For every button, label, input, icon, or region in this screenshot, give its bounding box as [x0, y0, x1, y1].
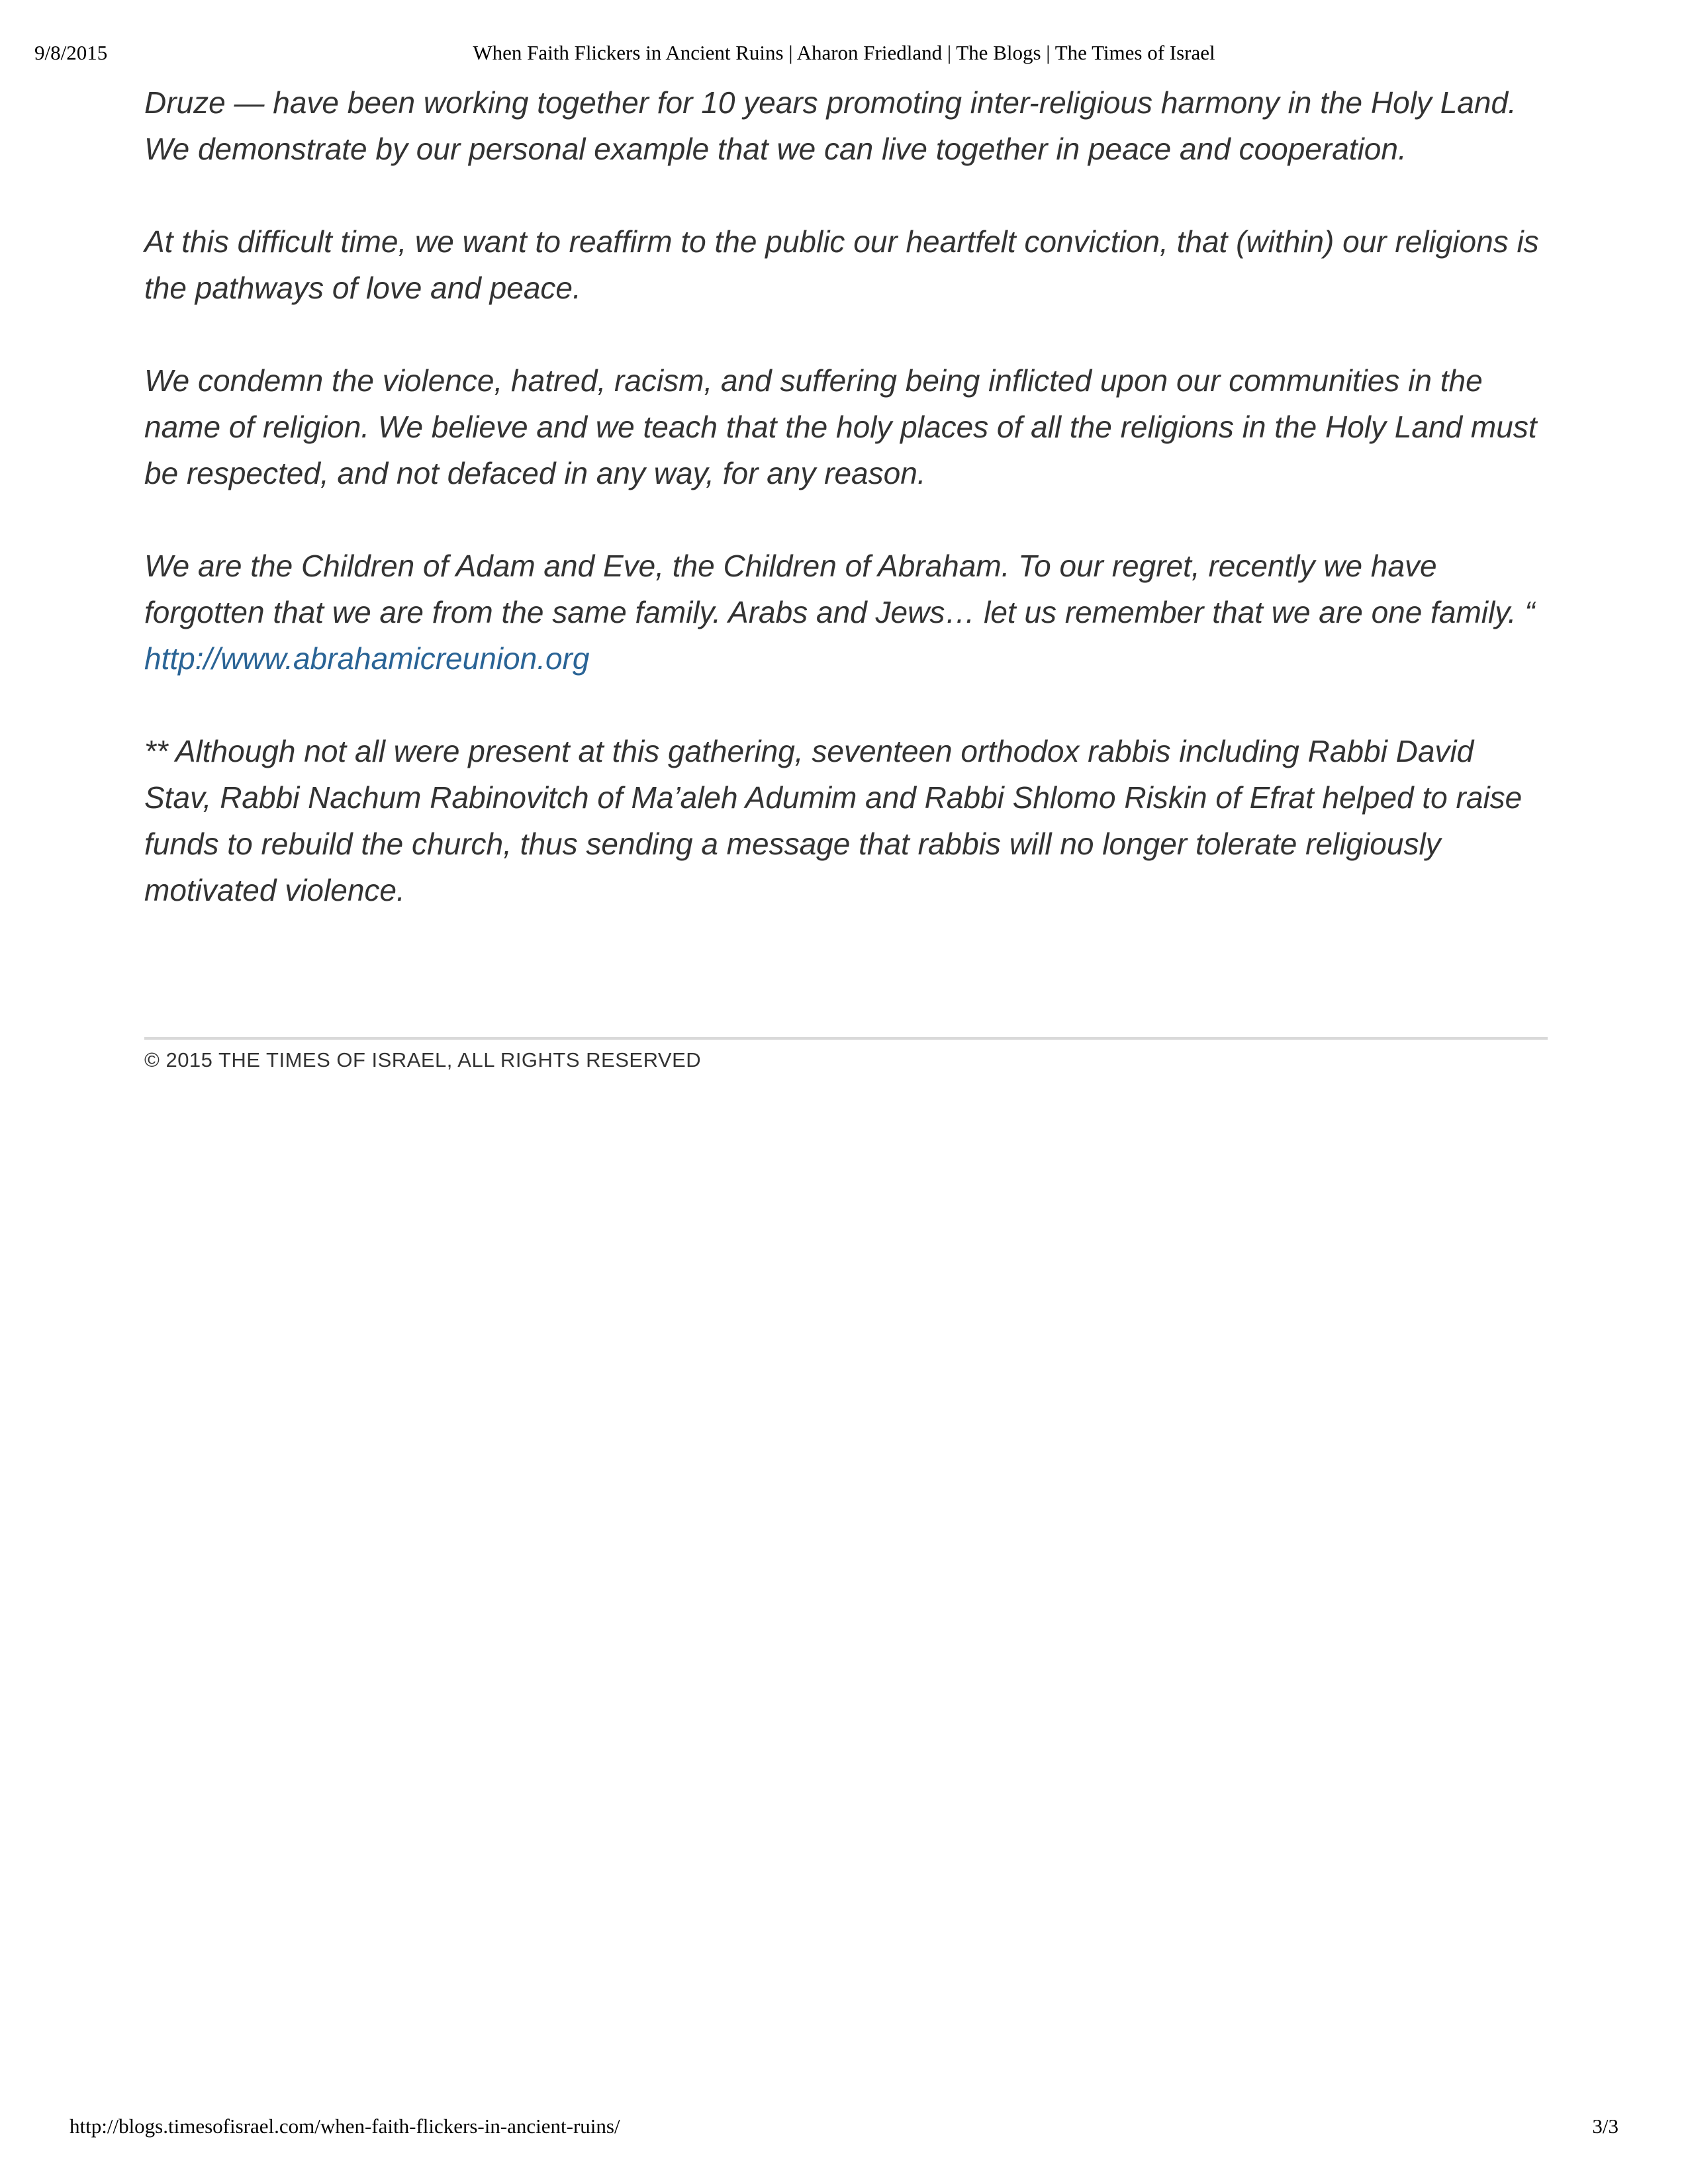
- print-date: 9/8/2015: [34, 41, 108, 64]
- paragraph-1: Druze — have been working together for 10 years promoting inter-religious harmony in the Holy Land. We demonstrate by our personal example that we can live together in peace and cooperation.: [144, 85, 1517, 166]
- page-number: 3/3: [1592, 2115, 1618, 2138]
- paragraph-3: We condemn the violence, hatred, racism, and suffering being inflicted upon our communities in the name of religion. We believe and we teach that the holy places of all the religions in the Holy Land must be respected, and not defaced in any way, for any reason.: [144, 363, 1537, 490]
- print-header: [0, 41, 1688, 70]
- print-url: http://blogs.timesofisrael.com/when-faith-flickers-in-ancient-ruins/: [70, 2115, 620, 2138]
- paragraph-2: At this difficult time, we want to reaffirm to the public our heartfelt conviction, that (within) our religions is the pathways of love and peace.: [144, 224, 1539, 305]
- print-footer: [0, 2115, 1688, 2144]
- paragraph-4-text: We are the Children of Adam and Eve, the Children of Abraham. To our regret, recently we have forgotten that we are from the same family. Arabs and Jews… let us remember that we are one family. “: [144, 549, 1535, 629]
- footnote-paragraph: ** Although not all were present at this gathering, seventeen orthodox rabbis including Rabbi David Stav, Rabbi Nachum Rabinovitch of Ma’aleh Adumim and Rabbi Shlomo Riskin of Efrat helped to raise funds to rebuild the church, thus sending a message that rabbis will no longer tolerate religiously motivated violence.: [144, 734, 1523, 907]
- abrahamic-reunion-link[interactable]: http://www.abrahamicreunion.org: [144, 641, 590, 676]
- print-page-title: When Faith Flickers in Ancient Ruins | Aharon Friedland | The Blogs | The Times of Israel: [473, 41, 1215, 64]
- footer-divider: [144, 1037, 1548, 1040]
- article-body: [144, 79, 1548, 960]
- copyright-notice: © 2015 THE TIMES OF ISRAEL, ALL RIGHTS RESERVED: [144, 1048, 702, 1071]
- paragraph-4: [144, 543, 1548, 682]
